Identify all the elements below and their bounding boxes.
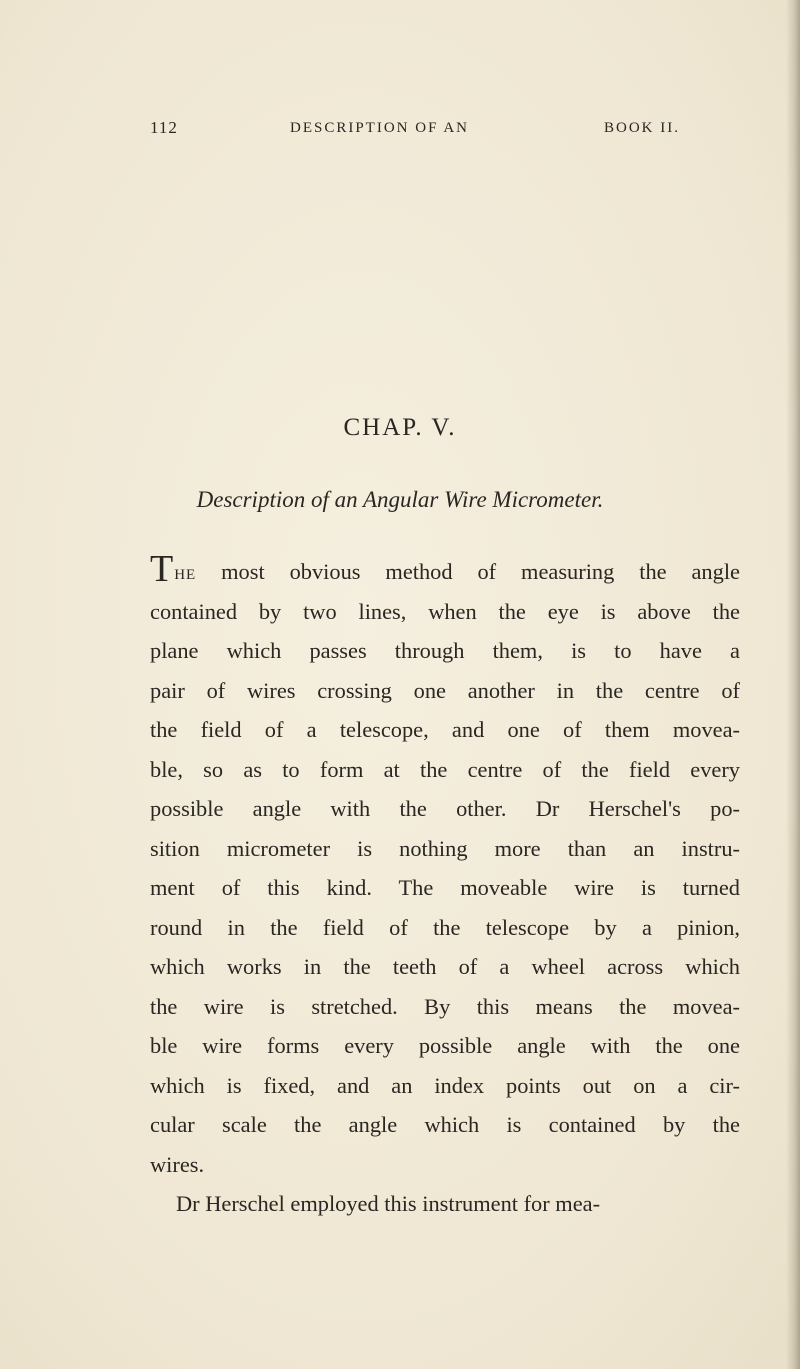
text-line: possible angle with the other. Dr Herschel's po- xyxy=(150,796,740,821)
section-title: Description of an Angular Wire Micrometer. xyxy=(196,487,604,512)
text-line: the field of a telescope, and one of them movea- xyxy=(150,717,740,742)
text-line: wires. xyxy=(150,1151,205,1177)
chapter-heading: CHAP. V. xyxy=(343,414,457,441)
text-line: cular scale the angle which is contained by the xyxy=(150,1112,740,1137)
text-line: ment of this kind. The moveable wire is turned xyxy=(150,875,740,900)
text-line: which works in the teeth of a wheel across which xyxy=(150,954,740,979)
text-line: plane which passes through them, is to have a xyxy=(150,638,740,663)
page-edge-shadow xyxy=(786,0,800,1369)
text-line: which is fixed, and an index points out on a cir- xyxy=(150,1072,740,1098)
running-title: DESCRIPTION OF AN xyxy=(290,120,470,136)
text-line: ble wire forms every possible angle with the one xyxy=(150,1033,740,1058)
page-number: 112 xyxy=(150,118,178,137)
text-line: round in the field of the telescope by a pinion, xyxy=(150,914,740,940)
text-line: Dr Herschel employed this instrument for mea- xyxy=(176,1191,601,1216)
small-caps-word: HE xyxy=(174,567,197,583)
text-line: sition micrometer is nothing more than an instru- xyxy=(150,835,740,861)
text-line: pair of wires crossing one another in the centre of xyxy=(150,677,740,703)
body-text xyxy=(150,548,740,1224)
text-line: the wire is stretched. By this means the movea- xyxy=(150,993,740,1019)
text-line: contained by two lines, when the eye is above the xyxy=(150,598,740,624)
drop-cap: T xyxy=(150,548,174,590)
running-header xyxy=(150,118,680,142)
text-line: ble, so as to form at the centre of the field every xyxy=(150,756,740,782)
text-line: THE most obvious method of measuring the angle xyxy=(150,548,740,590)
book-reference: BOOK II. xyxy=(604,120,680,136)
